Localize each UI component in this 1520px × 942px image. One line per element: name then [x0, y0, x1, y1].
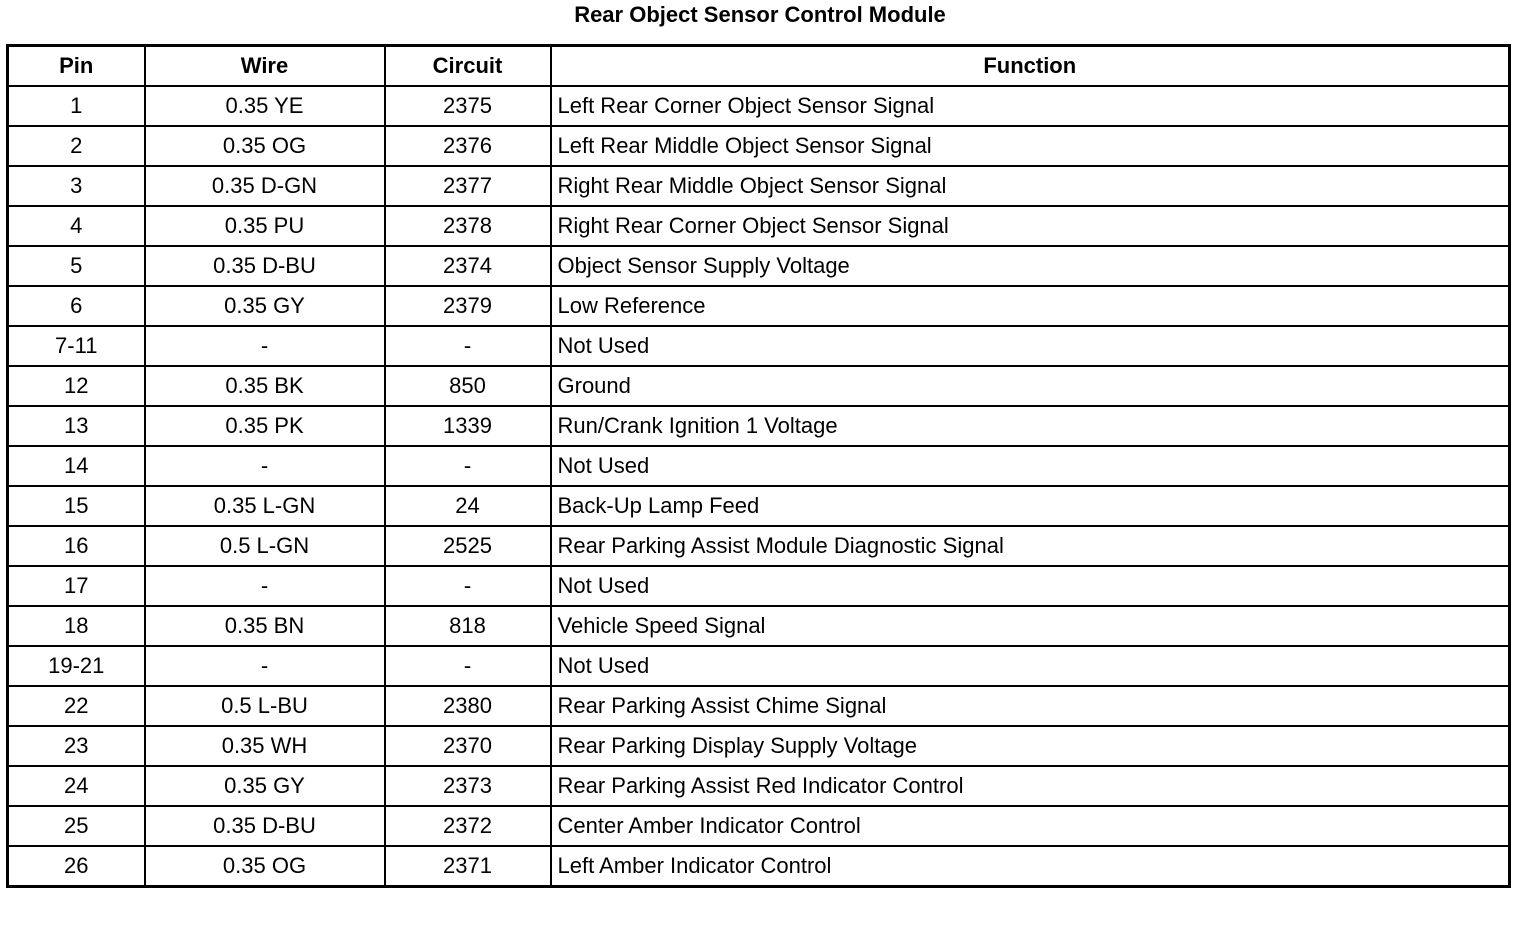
cell-pin: 1: [8, 86, 145, 126]
cell-circuit: 2376: [385, 126, 551, 166]
cell-circuit: 2374: [385, 246, 551, 286]
cell-pin: 23: [8, 726, 145, 766]
table-row: [8, 326, 1510, 366]
cell-function: Back-Up Lamp Feed: [551, 486, 1510, 526]
cell-function: Not Used: [551, 326, 1510, 366]
cell-pin: 26: [8, 846, 145, 887]
cell-pin: 6: [8, 286, 145, 326]
cell-circuit: 2373: [385, 766, 551, 806]
cell-function: Low Reference: [551, 286, 1510, 326]
column-header-circuit: Circuit: [385, 46, 551, 87]
cell-circuit: 818: [385, 606, 551, 646]
table-row: [8, 686, 1510, 726]
cell-circuit: 2380: [385, 686, 551, 726]
table-row: [8, 566, 1510, 606]
table-row: [8, 846, 1510, 887]
cell-function: Not Used: [551, 566, 1510, 606]
cell-pin: 22: [8, 686, 145, 726]
cell-wire: 0.35 BK: [145, 366, 385, 406]
cell-function: Left Rear Corner Object Sensor Signal: [551, 86, 1510, 126]
cell-wire: 0.5 L-BU: [145, 686, 385, 726]
table-row: [8, 646, 1510, 686]
cell-wire: 0.5 L-GN: [145, 526, 385, 566]
header-row: [8, 46, 1510, 87]
cell-wire: -: [145, 646, 385, 686]
cell-circuit: 2370: [385, 726, 551, 766]
cell-pin: 15: [8, 486, 145, 526]
cell-pin: 24: [8, 766, 145, 806]
cell-circuit: 2372: [385, 806, 551, 846]
cell-circuit: 1339: [385, 406, 551, 446]
cell-circuit: 2371: [385, 846, 551, 887]
column-header-function: Function: [551, 46, 1510, 87]
cell-pin: 25: [8, 806, 145, 846]
cell-circuit: 2377: [385, 166, 551, 206]
cell-pin: 3: [8, 166, 145, 206]
cell-function: Rear Parking Assist Chime Signal: [551, 686, 1510, 726]
table-row: [8, 366, 1510, 406]
page-title: Rear Object Sensor Control Module: [574, 2, 946, 27]
cell-wire: 0.35 WH: [145, 726, 385, 766]
cell-wire: 0.35 GY: [145, 286, 385, 326]
table-row: [8, 486, 1510, 526]
cell-pin: 4: [8, 206, 145, 246]
cell-circuit: 2525: [385, 526, 551, 566]
cell-pin: 16: [8, 526, 145, 566]
cell-function: Right Rear Corner Object Sensor Signal: [551, 206, 1510, 246]
cell-function: Left Rear Middle Object Sensor Signal: [551, 126, 1510, 166]
table-row: [8, 126, 1510, 166]
cell-wire: 0.35 L-GN: [145, 486, 385, 526]
cell-wire: 0.35 YE: [145, 86, 385, 126]
cell-function: Vehicle Speed Signal: [551, 606, 1510, 646]
table-row: [8, 606, 1510, 646]
cell-circuit: -: [385, 326, 551, 366]
cell-pin: 18: [8, 606, 145, 646]
cell-wire: -: [145, 446, 385, 486]
cell-wire: -: [145, 326, 385, 366]
cell-circuit: -: [385, 446, 551, 486]
cell-circuit: 2378: [385, 206, 551, 246]
table-row: [8, 446, 1510, 486]
cell-function: Not Used: [551, 446, 1510, 486]
column-header-wire: Wire: [145, 46, 385, 87]
cell-wire: -: [145, 566, 385, 606]
cell-function: Ground: [551, 366, 1510, 406]
table-header: [8, 46, 1510, 87]
table-row: [8, 806, 1510, 846]
cell-pin: 13: [8, 406, 145, 446]
cell-wire: 0.35 PU: [145, 206, 385, 246]
table-row: [8, 246, 1510, 286]
table-row: [8, 766, 1510, 806]
cell-function: Rear Parking Assist Red Indicator Control: [551, 766, 1510, 806]
cell-function: Right Rear Middle Object Sensor Signal: [551, 166, 1510, 206]
cell-circuit: 24: [385, 486, 551, 526]
cell-function: Not Used: [551, 646, 1510, 686]
pinout-table: [6, 44, 1511, 888]
column-header-pin: Pin: [8, 46, 145, 87]
cell-pin: 7-11: [8, 326, 145, 366]
cell-pin: 5: [8, 246, 145, 286]
cell-circuit: 850: [385, 366, 551, 406]
cell-pin: 2: [8, 126, 145, 166]
cell-function: Center Amber Indicator Control: [551, 806, 1510, 846]
cell-pin: 12: [8, 366, 145, 406]
cell-wire: 0.35 GY: [145, 766, 385, 806]
cell-function: Left Amber Indicator Control: [551, 846, 1510, 887]
cell-pin: 19-21: [8, 646, 145, 686]
table-body: [8, 86, 1510, 887]
table-row: [8, 726, 1510, 766]
cell-circuit: -: [385, 646, 551, 686]
cell-wire: 0.35 PK: [145, 406, 385, 446]
cell-wire: 0.35 OG: [145, 846, 385, 887]
table-row: [8, 286, 1510, 326]
cell-wire: 0.35 BN: [145, 606, 385, 646]
cell-wire: 0.35 OG: [145, 126, 385, 166]
cell-function: Run/Crank Ignition 1 Voltage: [551, 406, 1510, 446]
cell-wire: 0.35 D-BU: [145, 246, 385, 286]
cell-wire: 0.35 D-GN: [145, 166, 385, 206]
cell-wire: 0.35 D-BU: [145, 806, 385, 846]
cell-function: Rear Parking Display Supply Voltage: [551, 726, 1510, 766]
cell-circuit: -: [385, 566, 551, 606]
cell-function: Rear Parking Assist Module Diagnostic Signal: [551, 526, 1510, 566]
cell-circuit: 2379: [385, 286, 551, 326]
table-row: [8, 86, 1510, 126]
table-row: [8, 406, 1510, 446]
cell-pin: 17: [8, 566, 145, 606]
table-row: [8, 206, 1510, 246]
cell-pin: 14: [8, 446, 145, 486]
cell-circuit: 2375: [385, 86, 551, 126]
table-row: [8, 526, 1510, 566]
table-row: [8, 166, 1510, 206]
cell-function: Object Sensor Supply Voltage: [551, 246, 1510, 286]
